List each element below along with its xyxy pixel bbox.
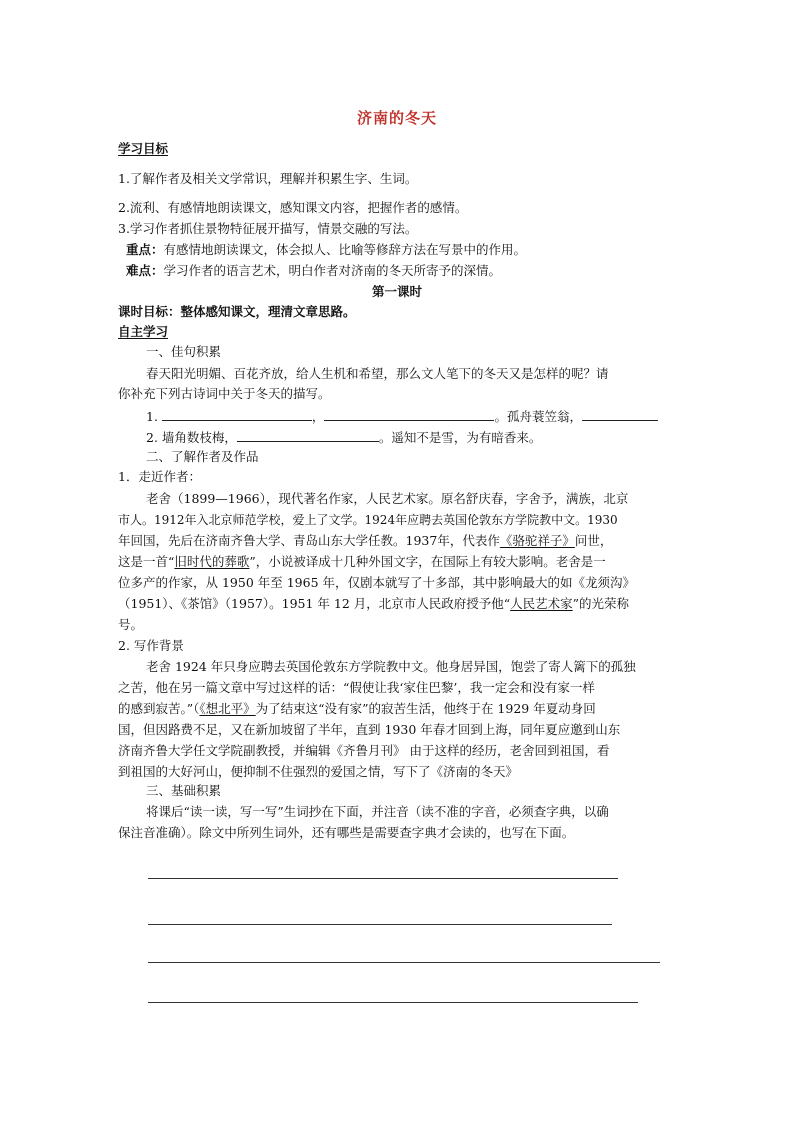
underlined-title: 《想北平》	[199, 701, 256, 716]
answer-blank[interactable]	[237, 428, 379, 442]
author-para	[118, 553, 606, 571]
section2-heading: 二、了解作者及作品	[146, 449, 259, 464]
underlined-title: 《骆驼祥子》	[499, 533, 575, 548]
background-para: 国，但因路费不足，又在新加坡留了半年，直到 1930 年春才回到上海，同年夏应邀到山东	[118, 722, 621, 737]
objectives-heading: 学习目标	[118, 141, 169, 156]
author-subheading: 1．走近作者：	[118, 469, 201, 484]
answer-blank[interactable]	[324, 407, 494, 421]
section1-heading: 一、佳句积累	[146, 344, 222, 359]
section1-intro-cont: 你补充下列古诗词中关于冬天的描写。	[118, 386, 331, 401]
q2-suffix: 。遥知不是雪，为有暗香来。	[378, 430, 542, 445]
difficulty-line	[126, 262, 501, 280]
author-para: 市人。1912年入北京师范学校，爱上了文学。1924年应聘去英国伦敦东方学院教中文。1930	[118, 513, 618, 527]
author-para: 老舍（1899—1966），现代著名作家，人民艺术家。原名舒庆春，字舍予，满族，北京	[146, 491, 629, 506]
writing-line[interactable]	[148, 878, 618, 879]
objective-item: 3.学习作者抓住景物特征展开描写，情景交融的写法。	[118, 221, 418, 236]
text-run: ”，小说被译成十几种外国文字，在国际上有较大影响。老舍是一	[249, 554, 606, 569]
background-para: 济南齐鲁大学任文学院副教授，并编辑《齐鲁月刊》 由于这样的经历，老舍回到祖国，看	[118, 743, 610, 758]
answer-blank[interactable]	[582, 407, 658, 421]
focus-label: 重点：	[126, 242, 164, 257]
writing-line[interactable]	[148, 924, 612, 925]
objective-item: 2.流利、有感情地朗读课文，感知课文内容，把握作者的感情。	[118, 200, 468, 215]
page-title: 济南的冬天	[356, 109, 437, 127]
q1-middle-text: 。孤舟蓑笠翁，	[494, 409, 582, 424]
background-para: 到祖国的大好河山，便抑制不住强烈的爱国之情，写下了《济南的冬天》	[118, 764, 519, 779]
text-run: 问世，	[574, 533, 613, 548]
text-run: （1951）、《茶馆》（1957）。1951 年 12 月，北京市人民政府授予他“	[118, 596, 511, 611]
q1-number: 1.	[146, 409, 158, 424]
author-para: 号。	[118, 617, 144, 632]
text-run: 为了结束这“没有家”的寂苦生活，他终于在 1929 年夏动身回	[255, 701, 596, 716]
author-para	[118, 595, 629, 613]
section3-para: 保注音准确）。除文中所列生词外，还有哪些是需要查字典才会读的，也写在下面。	[118, 825, 575, 840]
author-para: 位多产的作家，从 1950 年至 1965 年，仅剧本就写了十多部，其中影响最大的如《龙须沟》	[118, 575, 636, 590]
underlined-phrase: 人民艺术家	[510, 596, 573, 611]
difficulty-label: 难点：	[126, 263, 164, 278]
underlined-phrase: 旧时代的葬歌	[174, 554, 250, 569]
writing-line[interactable]	[148, 962, 660, 963]
lesson-goal: 课时目标：整体感知课文，理清文章思路。	[118, 304, 356, 319]
section3-heading: 三、基础积累	[146, 783, 222, 798]
section1-intro: 春天阳光明媚、百花齐放，给人生机和希望，那么文人笔下的冬天又是怎样的呢？请	[146, 366, 609, 381]
focus-line	[126, 241, 526, 259]
q1-separator: ，	[311, 409, 325, 424]
background-para: 老舍 1924 年只身应聘去英国伦敦东方学院教中文。他身居异国，饱尝了寄人篱下的孤独	[146, 659, 636, 674]
focus-text: 有感情地朗读课文，体会拟人、比喻等修辞方法在写景中的作用。	[163, 242, 527, 257]
objective-item: 1.了解作者及相关文学常识，理解并积累生字、生词。	[118, 171, 418, 186]
section3-para: 将课后“读一读，写一写”生词抄在下面，并注音（读不准的字音，必须查字典，以确	[146, 804, 609, 819]
background-para	[118, 700, 596, 718]
lesson-heading: 第一课时	[371, 284, 422, 299]
difficulty-text: 学习作者的语言艺术，明白作者对济南的冬天所寄予的深情。	[163, 263, 502, 278]
self-study-heading: 自主学习	[118, 324, 169, 339]
q2-prefix: 2. 墙角数枝梅，	[146, 430, 237, 445]
answer-blank[interactable]	[162, 407, 312, 421]
writing-line[interactable]	[148, 1002, 638, 1003]
text-run: 年回国，先后在济南齐鲁大学、青岛山东大学任教。1937年，代表作	[118, 533, 500, 548]
text-run: ”的光荣称	[572, 596, 630, 611]
text-run: 这是一首“	[118, 554, 175, 569]
background-subheading: 2. 写作背景	[118, 638, 184, 653]
author-para	[118, 532, 612, 550]
poem-question-1	[146, 407, 658, 426]
background-para: 之苦，他在另一篇文章中写过这样的话：“假使让我‘家住巴黎’，我一定会和没有家一样	[118, 680, 595, 695]
text-run: 的感到寂苦。”（	[118, 701, 200, 716]
poem-question-2	[146, 428, 541, 447]
